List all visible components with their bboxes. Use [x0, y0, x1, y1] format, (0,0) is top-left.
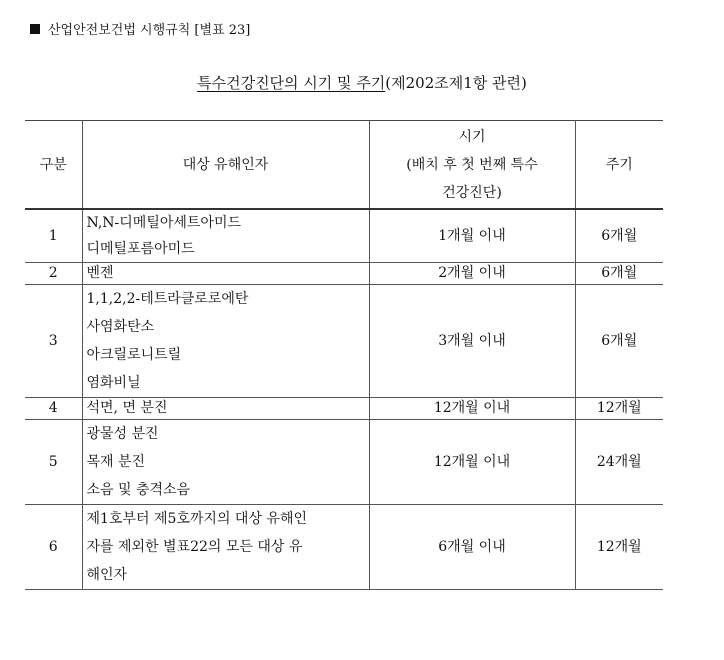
substance-item: 자를 제외한 별표22의 모든 대상 유 [86, 539, 303, 555]
row-substances [82, 420, 369, 505]
substance-item: 벤젠 [86, 265, 114, 281]
substance-item: 제1호부터 제5호까지의 대상 유해인 [86, 511, 308, 527]
page-title [0, 72, 724, 93]
examination-schedule-table [25, 120, 663, 590]
row-cycle: 12개월 [575, 505, 663, 590]
title-suffix: (제202조제1항 관련) [385, 74, 527, 92]
header-timing-line3: 건강진단) [442, 185, 502, 201]
substance-item: 아크릴로니트릴 [86, 347, 182, 363]
row-cycle: 6개월 [575, 263, 663, 285]
row-cycle: 12개월 [575, 398, 663, 420]
substance-item: 석면, 면 분진 [86, 400, 168, 416]
row-timing: 2개월 이내 [369, 263, 575, 285]
row-substances [82, 263, 369, 285]
substance-item: 디메틸포름아미드 [86, 241, 195, 257]
substance-item: 광물성 분진 [86, 426, 159, 442]
row-number: 1 [25, 209, 82, 263]
table-row [25, 398, 663, 420]
row-number: 2 [25, 263, 82, 285]
row-timing: 12개월 이내 [369, 398, 575, 420]
row-timing: 12개월 이내 [369, 420, 575, 505]
table-header-row [25, 121, 663, 210]
black-square-icon [30, 24, 40, 34]
substance-item: 1,1,2,2-테트라클로로에탄 [86, 291, 249, 307]
row-number: 6 [25, 505, 82, 590]
row-number: 5 [25, 420, 82, 505]
row-cycle: 24개월 [575, 420, 663, 505]
row-cycle: 6개월 [575, 209, 663, 263]
row-number: 3 [25, 285, 82, 398]
header-timing-line1: 시기 [458, 129, 486, 145]
substance-item: 사염화탄소 [86, 319, 155, 335]
table-row [25, 263, 663, 285]
table-row [25, 285, 663, 398]
substance-item: 목재 분진 [86, 454, 146, 470]
table-row [25, 505, 663, 590]
row-substances [82, 398, 369, 420]
row-cycle: 6개월 [575, 285, 663, 398]
header-category: 구분 [25, 121, 82, 210]
header-timing-line2: (배치 후 첫 번째 특수 [406, 157, 538, 173]
substance-item: 염화비닐 [86, 375, 141, 391]
header-cycle: 주기 [575, 121, 663, 210]
substance-item: N,N-디메틸아세트아미드 [86, 215, 242, 231]
row-timing: 1개월 이내 [369, 209, 575, 263]
row-substances [82, 285, 369, 398]
row-number: 4 [25, 398, 82, 420]
document-header [30, 19, 250, 38]
substance-item: 소음 및 충격소음 [86, 482, 191, 498]
table-row [25, 209, 663, 263]
row-timing: 6개월 이내 [369, 505, 575, 590]
row-substances [82, 209, 369, 263]
header-substance: 대상 유해인자 [82, 121, 369, 210]
header-text: 산업안전보건법 시행규칙 [별표 23] [48, 23, 251, 38]
row-substances [82, 505, 369, 590]
row-timing: 3개월 이내 [369, 285, 575, 398]
title-main: 특수건강진단의 시기 및 주기 [197, 74, 386, 92]
table-row [25, 420, 663, 505]
header-timing [369, 121, 575, 210]
substance-item: 해인자 [86, 567, 128, 583]
